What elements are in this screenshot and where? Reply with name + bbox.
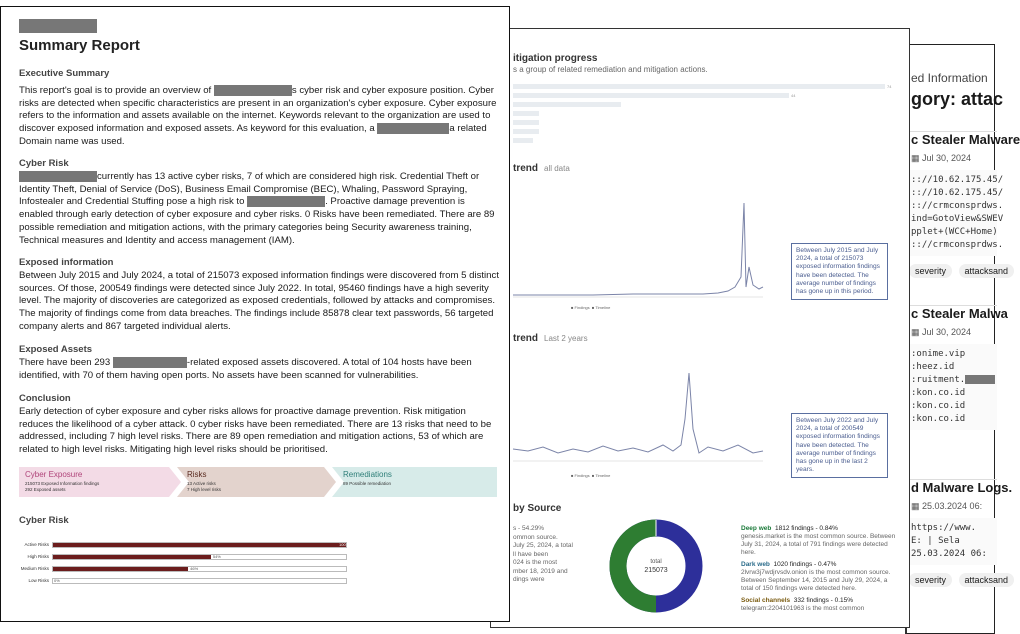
calendar-icon: ▦ bbox=[911, 327, 923, 337]
redacted-text bbox=[113, 357, 187, 368]
source-details: Deep web 1812 findings - 0.84% genesis.market is the most common source. Between July 31, 2024, a total of 791 findings were detected here. Dark web 1020 findings - 0.47% 2lvrw3j7wdjrvsdv.onion is the most common source. Between September 14, 2015 and July 29, 2024, a total of 150 findings were detected here. Social channels 332 findings - 0.15% telegram:2204101963 is the most common bbox=[741, 525, 901, 613]
page-title: Summary Report bbox=[19, 37, 140, 54]
finding-card bbox=[907, 479, 1013, 587]
source-item-dark-web: Dark web 1020 findings - 0.47% bbox=[741, 561, 837, 568]
redacted-text bbox=[19, 171, 97, 182]
cyber-risk-bar-value: 54% bbox=[212, 554, 221, 559]
cyber-risk-chart-title: Cyber Risk bbox=[19, 515, 69, 526]
redacted-text bbox=[247, 196, 325, 207]
finding-card-heading: c Stealer Malwa bbox=[911, 306, 1008, 321]
cyber-risk-bar-label: Active Risks bbox=[24, 542, 49, 547]
finding-card-heading: c Stealer Malware bbox=[911, 132, 1020, 147]
trend-2y-title: trend Last 2 years bbox=[513, 333, 588, 344]
redacted-text bbox=[214, 85, 292, 96]
summary-report-page bbox=[0, 6, 510, 622]
finding-card-domains: :onime.vip :heez.id :ruitment. :kon.co.id :kon.co.id :kon.co.id bbox=[907, 344, 997, 430]
progress-value: 74 bbox=[887, 84, 892, 89]
progress-bar bbox=[513, 93, 789, 98]
source-top-summary: s - 54.29% ommon source. July 25, 2024, a total ll have been 024 is the most mber 18, 2019 and dings were bbox=[513, 525, 573, 583]
cyber-risk-bar bbox=[53, 543, 346, 547]
detailed-information-page bbox=[905, 44, 1020, 634]
exposed-info-heading: Exposed information bbox=[19, 257, 114, 268]
trend-2y-chart bbox=[513, 349, 763, 469]
flow-step-risks: Risks 13 Active risks 7 High level risks bbox=[187, 470, 222, 492]
finding-card-date: ▦ 25.03.2024 06: bbox=[911, 501, 983, 511]
trend-2y-legend: ■ Findings ■ Timeline bbox=[571, 473, 611, 478]
cyber-risk-bar-track bbox=[52, 578, 347, 584]
cyber-risk-text: currently has 13 active cyber risks, 7 of which are considered high risk. Credential Theft or Identity Theft, Denial of Service (DoS), Business Email Compromise (BEC), Whaling, Password Spraying, Infostealer and Credential Stuffing pose a high risk to . Proactive damage prevention is enabled through early detection of cyber exposure and cyber risks. 0 Risks have been remediated. There are 89 possible remediation and mitigation actions, with the primary categories being Security awareness training, Technical measures and Identity and access management (IAM). bbox=[19, 171, 495, 246]
tag-severity: severity bbox=[909, 264, 952, 278]
finding-card-heading: d Malware Logs. bbox=[911, 480, 1013, 495]
progress-bar bbox=[513, 84, 885, 89]
cyber-risk-bar-value: 100 bbox=[339, 542, 346, 547]
tag-attacks: attacksand bbox=[959, 264, 1015, 278]
by-source-title: by Source bbox=[513, 503, 562, 514]
finding-card-date: ▦ Jul 30, 2024 bbox=[911, 327, 972, 337]
trend-all-chart bbox=[513, 177, 763, 313]
cyber-risk-bar-label: High Risks bbox=[27, 554, 49, 559]
flow-step-remediations: Remediations 89 Possible remediation bbox=[343, 470, 392, 486]
trend-2y-note: Between July 2022 and July 2024, a total of 200549 exposed information findings have been detected. The average number of findings has gone up in the last 2 years. bbox=[791, 413, 888, 478]
finding-card-logs: https://www. E: | Sela 25.03.2024 06: bbox=[907, 518, 997, 565]
progress-value: 44 bbox=[791, 93, 796, 98]
source-item-social: Social channels 332 findings - 0.15% bbox=[741, 597, 854, 604]
cyber-risk-bar-value: 0% bbox=[54, 578, 60, 583]
redacted-text bbox=[377, 123, 449, 134]
cyber-risk-bar bbox=[53, 555, 211, 559]
mitigation-progress-subtitle: s a group of related remediation and mitigation actions. bbox=[513, 65, 708, 74]
calendar-icon: ▦ bbox=[911, 501, 923, 511]
page3-title-partial: ed Information bbox=[911, 71, 988, 85]
exposed-info-text: Between July 2015 and July 2024, a total of 215073 exposed information findings were discovered from 5 distinct sources. Of those, 200549 findings were detected since July 2022. In total, 95460 findings have a high severity level. The majority of discoveries are categorized as exposed credentials, followed by attacks and compromises. The majority of findings come from data breaches. The findings include 85878 clear text passwords, 56 targeted company alerts and 867 targeted individual alerts. bbox=[19, 270, 499, 332]
conclusion-text: Early detection of cyber exposure and cyber risks allows for proactive damage prevention. Risk mitigation reduces the likelihood of a cyber attack. 0 cyber risks have been remediated. There are 13 risks that need to be addressed, including 7 high level risks. There are 89 open remediation and mitigation actions, 53 of which are related to high level risks. Mitigating high level risks should be prioritised. bbox=[19, 406, 492, 456]
donut-total: 215073 bbox=[644, 567, 668, 574]
trend-all-title: trend all data bbox=[513, 163, 570, 174]
cyber-risk-bar-label: Low Risks bbox=[28, 578, 49, 583]
finding-card-tags bbox=[907, 573, 1009, 587]
cyber-risk-bar-value: 46% bbox=[190, 566, 199, 571]
page3-category-title: gory: attac bbox=[911, 89, 1004, 109]
trend-all-note: Between July 2015 and July 2024, a total of 215073 exposed information findings have been detected. The average number of findings has gone up in this period. bbox=[791, 243, 888, 300]
progress-bar bbox=[513, 111, 539, 116]
donut-label: total bbox=[650, 559, 662, 565]
exec-summary-heading: Executive Summary bbox=[19, 68, 110, 79]
progress-bar bbox=[513, 102, 621, 107]
cyber-risk-bar-track bbox=[52, 566, 347, 572]
mitigation-progress-title: itigation progress bbox=[513, 53, 598, 64]
exposed-assets-heading: Exposed Assets bbox=[19, 344, 93, 355]
conclusion-heading: Conclusion bbox=[19, 393, 71, 404]
cyber-risk-bar-track bbox=[52, 542, 347, 548]
finding-card-urls: :://10.62.175.45/ :://10.62.175.45/ :://crmconsprdws. ind=GotoView&SWEV pplet+(WCC+Home) :://crmconsprdws. bbox=[907, 170, 997, 256]
tag-attacks: attacksand bbox=[959, 573, 1015, 587]
exec-summary-text: This report's goal is to provide an overview of s cyber risk and cyber exposure position. Cyber risks are detected when specific characteristics are present in an organization's cyber exposure. Cyber exposure refers to the information and assets available on the internet. Keywords relevant to the organization are used to discover exposed information and exposed assets. As keyword for this evaluation, a a related Domain name was used. bbox=[19, 85, 497, 147]
trend-all-legend: ■ Findings ■ Timeline bbox=[571, 305, 611, 310]
progress-bar bbox=[513, 129, 539, 134]
cyber-risk-bar-label: Medium Risks bbox=[20, 566, 49, 571]
cyber-risk-bar bbox=[53, 567, 188, 571]
source-item-deep-web: Deep web 1812 findings - 0.84% bbox=[741, 525, 838, 532]
progress-bar bbox=[513, 120, 539, 125]
calendar-icon: ▦ bbox=[911, 153, 923, 163]
finding-card bbox=[907, 131, 1020, 278]
cyber-risk-bar-track bbox=[52, 554, 347, 560]
charts-page bbox=[490, 28, 910, 628]
cyber-risk-heading: Cyber Risk bbox=[19, 158, 69, 169]
source-donut-chart bbox=[609, 519, 703, 613]
progress-bar bbox=[513, 138, 533, 143]
flow-step-exposure: Cyber Exposure 215073 Exposed Information findings 292 Exposed assets bbox=[25, 470, 100, 492]
redacted-org-name bbox=[19, 19, 97, 33]
tag-severity: severity bbox=[909, 573, 952, 587]
finding-card-date: ▦ Jul 30, 2024 bbox=[911, 153, 972, 163]
exposed-assets-text: There have been 293 -related exposed assets discovered. A total of 104 hosts have been identified, with 70 of them having open ports. No assets have been scanned for vulnerabilities. bbox=[19, 357, 472, 381]
finding-card bbox=[907, 305, 1008, 430]
finding-card-tags bbox=[907, 264, 1009, 278]
